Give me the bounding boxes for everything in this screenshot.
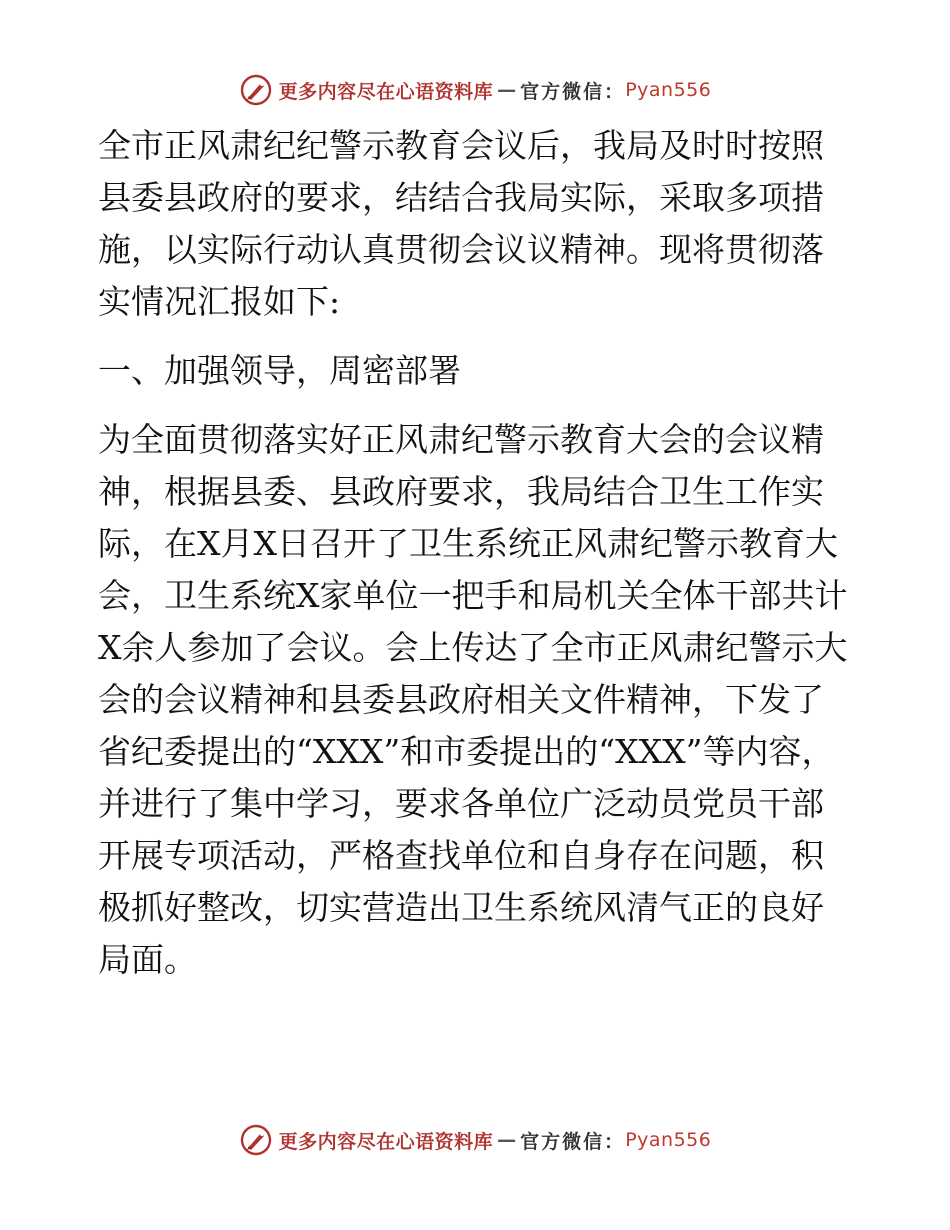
document-body xyxy=(98,120,850,1003)
quill-pen-circle-icon xyxy=(239,1123,273,1157)
wechat-id: Pyan556 xyxy=(625,79,712,101)
wechat-id: Pyan556 xyxy=(625,1129,712,1151)
site-name: 更多内容尽在心语资料库 xyxy=(278,80,494,103)
official-wechat-label: 官方微信： xyxy=(520,1130,626,1153)
section-1-paragraph: 为全面贯彻落实好正风肃纪警示教育大会的会议精神，根据县委、县政府要求，我局结合卫生工作实际，在X月X日召开了卫生系统正风肃纪警示教育大会，卫生系统X家单位一把手和局机关全体干部共计X余人参加了会议。会上传达了全市正风肃纪警示大会的会议精神和县委县政府相关文件精神，下发了省纪委提出的“XXX”和市委提出的“XXX”等内容，并进行了集中学习，要求各单位广泛动员党员干部开展专项活动，严格查找单位和自身存在问题，积极抓好整改，切实营造出卫生系统风清气正的良好局面。 xyxy=(98,420,848,979)
site-name: 更多内容尽在心语资料库 xyxy=(278,1130,494,1153)
banner-separator: — xyxy=(497,1129,517,1151)
intro-paragraph: 全市正风肃纪纪警示教育会议后，我局及时时按照县委县政府的要求，结结合我局实际，采取多项措施，以实际行动认真贯彻会议议精神。现将贯彻落实情况汇报如下: xyxy=(98,126,824,321)
footer-watermark-banner xyxy=(0,1120,950,1160)
official-wechat-label: 官方微信： xyxy=(520,80,626,103)
banner-separator: — xyxy=(497,79,517,101)
quill-pen-circle-icon xyxy=(239,73,273,107)
header-watermark-banner xyxy=(0,70,950,110)
section-heading-1: 一、加强领导，周密部署 xyxy=(98,351,461,390)
